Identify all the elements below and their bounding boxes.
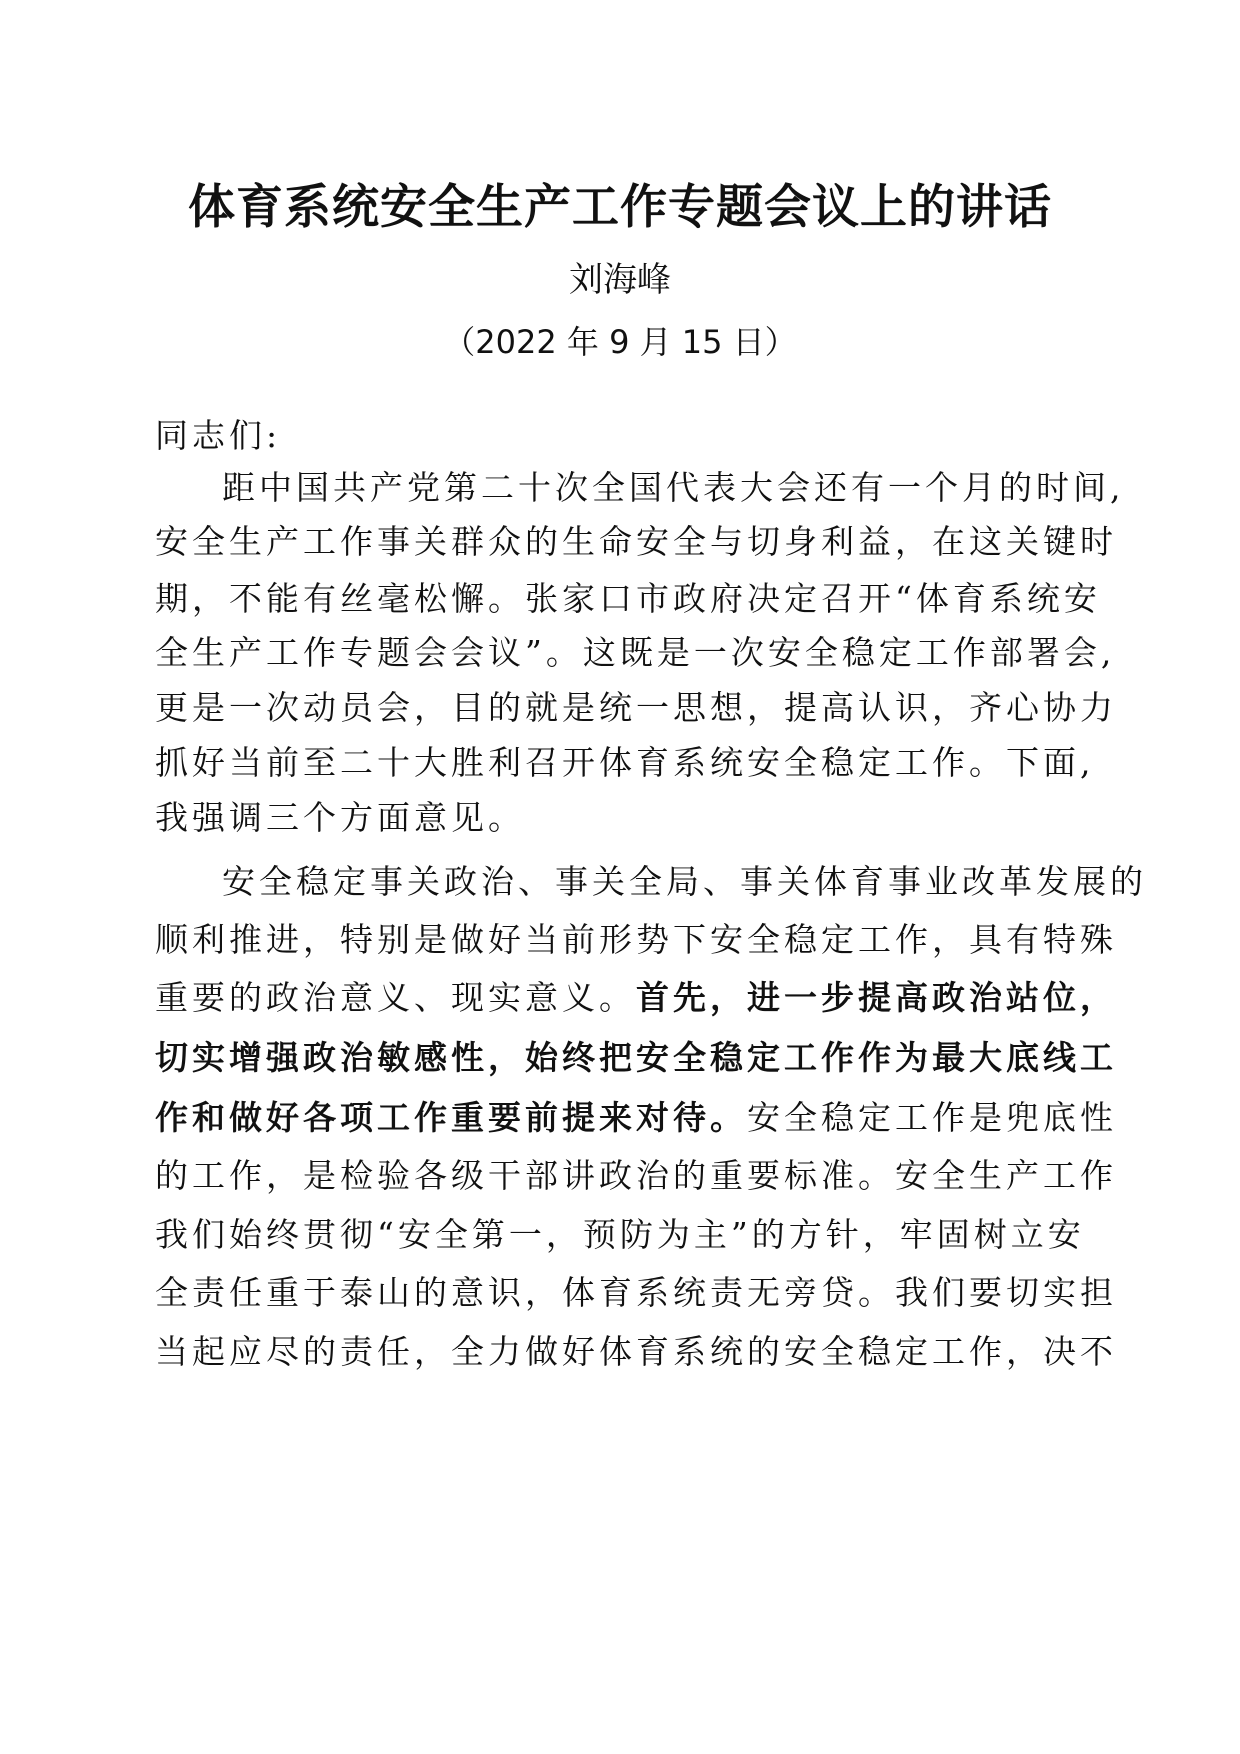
paragraph-line: 期，不能有丝毫松懈。张家口市政府决定召开“体育系统安 [155, 579, 1101, 618]
salutation: 同志们: [155, 416, 282, 455]
paragraph-line: 的工作，是检验各级干部讲政治的重要标准。安全生产工作 [155, 1156, 1117, 1195]
paragraph-line: 更是一次动员会，目的就是统一思想，提高认识，齐心协力 [155, 688, 1117, 727]
paragraph-line: 顺利推进，特别是做好当前形势下安全稳定工作，具有特殊 [155, 920, 1117, 959]
emphasis-text: 切实增强政治敏感性，始终把安全稳定工作作为最大底线工 [155, 1038, 1117, 1077]
emphasis-text: 首先，进一步提高政治站位， [636, 978, 1117, 1017]
paragraph-line: 我们始终贯彻“安全第一，预防为主”的方针，牢固树立安 [155, 1215, 1085, 1254]
paragraph-line: 安全生产工作事关群众的生命安全与切身利益，在这关键时 [155, 522, 1117, 561]
paragraph-line [155, 976, 1117, 1020]
emphasis-text: 作和做好各项工作重要前提来对待。 [155, 1098, 747, 1137]
page-title: 体育系统安全生产工作专题会议上的讲话 [188, 180, 1052, 235]
line-text: 安全稳定工作是兜底性 [747, 1098, 1117, 1137]
paragraph-line: 全责任重于泰山的意识，体育系统责无旁贷。我们要切实担 [155, 1273, 1117, 1312]
paragraph-line [155, 1096, 1117, 1140]
paragraph-line: 距中国共产党第二十次全国代表大会还有一个月的时间, [222, 468, 1125, 507]
paragraph-line: 我强调三个方面意见。 [155, 798, 525, 837]
speech-date: （2022 年 9 月 15 日） [443, 323, 797, 361]
paragraph-line [155, 1036, 1117, 1080]
paragraph-line: 当起应尽的责任，全力做好体育系统的安全稳定工作，决不 [155, 1332, 1117, 1371]
paragraph-line: 全生产工作专题会会议”。这既是一次安全稳定工作部署会, [155, 633, 1116, 672]
line-text: 重要的政治意义、现实意义。 [155, 978, 636, 1017]
paragraph-line: 抓好当前至二十大胜利召开体育系统安全稳定工作。下面, [155, 743, 1095, 782]
paragraph-line: 安全稳定事关政治、事关全局、事关体育事业改革发展的 [222, 862, 1147, 901]
author-name: 刘海峰 [569, 260, 671, 300]
